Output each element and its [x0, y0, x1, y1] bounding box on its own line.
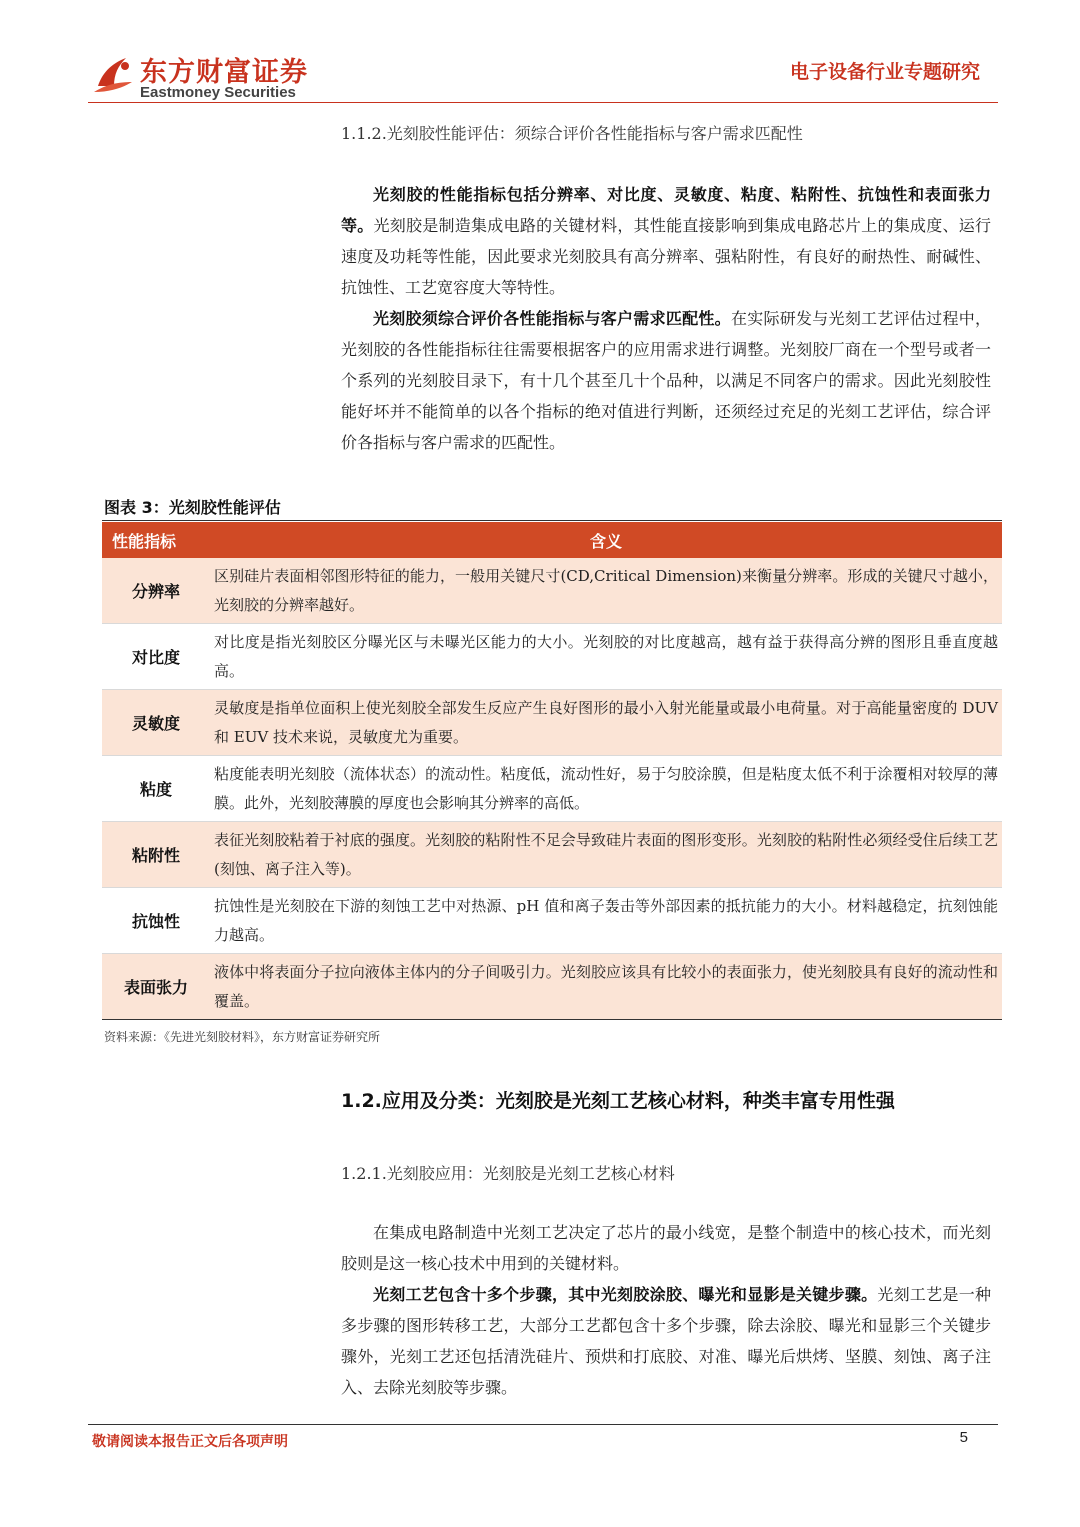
table-row [102, 690, 1002, 756]
footer-divider [88, 1424, 998, 1425]
metric-name: 对比度 [102, 624, 210, 690]
metric-meaning: 液体中将表面分子拉向液体主体内的分子间吸引力。光刻胶应该具有比较小的表面张力，使光刻胶具有良好的流动性和覆盖。 [210, 954, 1002, 1020]
paragraph-body: 在实际研发与光刻工艺评估过程中，光刻胶的各性能指标往往需要根据客户的应用需求进行调整。光刻胶厂商在一个型号或者一个系列的光刻胶目录下，有十几个甚至几十个品种，以满足不同客户的需求。因此光刻胶性能好坏并不能简单的以各个指标的绝对值进行判断，还须经过充足的光刻工艺评估，综合评价各指标与客户需求的匹配性。 [341, 309, 991, 452]
table-row [102, 624, 1002, 690]
metric-name: 灵敏度 [102, 690, 210, 756]
metric-meaning: 对比度是指光刻胶区分曝光区与未曝光区能力的大小。光刻胶的对比度越高，越有益于获得高分辨的图形且垂直度越高。 [210, 624, 1002, 690]
performance-metrics-table [102, 522, 1002, 1020]
table-header-row [102, 522, 1002, 558]
paragraph-photoresist-application [341, 1217, 991, 1403]
eastmoney-logo-icon [92, 52, 136, 96]
page-number: 5 [959, 1429, 968, 1446]
subheading-1-1-2: 1.1.2.光刻胶性能评估：须综合评价各性能指标与客户需求匹配性 [341, 124, 803, 143]
column-header-meaning: 含义 [210, 522, 1002, 558]
figure-title: 图表 3：光刻胶性能评估 [104, 498, 281, 517]
table-row [102, 822, 1002, 888]
paragraph-body: 光刻工艺是一种多步骤的图形转移工艺，大部分工艺都包含十多个步骤，除去涂胶、曝光和显影三个关键步骤外，光刻工艺还包括清洗硅片、预烘和打底胶、对准、曝光后烘烤、坚膜、刻蚀、离子注入、去除光刻胶等步骤。 [341, 1285, 991, 1397]
logo-chinese-name: 东方财富证券 [140, 57, 308, 88]
metric-name: 分辨率 [102, 558, 210, 624]
paragraph-lead-bold: 光刻胶须综合评价各性能指标与客户需求匹配性。 [373, 309, 731, 328]
disclaimer-note: 敬请阅读本报告正文后各项声明 [92, 1434, 288, 1450]
paragraph-lead-bold: 光刻胶的性能指标包括分辨率、对比度、灵敏度、粘度、粘附性、抗蚀性和表面张力等。 [341, 185, 991, 235]
table-row [102, 756, 1002, 822]
table-row [102, 954, 1002, 1020]
header-divider [88, 102, 998, 103]
table-row [102, 558, 1002, 624]
column-header-metric: 性能指标 [102, 522, 210, 558]
subheading-1-2-1: 1.2.1.光刻胶应用：光刻胶是光刻工艺核心材料 [341, 1164, 675, 1183]
logo-english-name: Eastmoney Securities [140, 84, 296, 101]
metric-name: 粘附性 [102, 822, 210, 888]
section-title-1-2: 1.2.应用及分类：光刻胶是光刻工艺核心材料，种类丰富专用性强 [341, 1090, 895, 1112]
paragraph-lead-bold: 光刻工艺包含十多个步骤，其中光刻胶涂胶、曝光和显影是关键步骤。 [373, 1285, 878, 1304]
metric-name: 表面张力 [102, 954, 210, 1020]
metric-name: 粘度 [102, 756, 210, 822]
report-type-title: 电子设备行业专题研究 [789, 61, 980, 83]
metric-meaning: 抗蚀性是光刻胶在下游的刻蚀工艺中对热源、pH 值和离子轰击等外部因素的抵抗能力的大小。材料越稳定，抗刻蚀能力越高。 [210, 888, 1002, 954]
metric-meaning: 区别硅片表面相邻图形特征的能力，一般用关键尺寸(CD,Critical Dimension)来衡量分辨率。形成的关键尺寸越小，光刻胶的分辨率越好。 [210, 558, 1002, 624]
table-bottom-rule [102, 1019, 1002, 1020]
company-logo [92, 50, 322, 102]
metric-meaning: 粘度能表明光刻胶（流体状态）的流动性。粘度低，流动性好，易于匀胶涂膜，但是粘度太低不利于涂覆相对较厚的薄膜。此外，光刻胶薄膜的厚度也会影响其分辨率的高低。 [210, 756, 1002, 822]
figure-source-note: 资料来源：《先进光刻胶材料》，东方财富证券研究所 [104, 1030, 381, 1044]
table-row [102, 888, 1002, 954]
paragraph-body: 在集成电路制造中光刻工艺决定了芯片的最小线宽，是整个制造中的核心技术，而光刻胶则是这一核心技术中用到的关键材料。 [341, 1223, 991, 1273]
table-top-rule [102, 520, 1002, 521]
metric-meaning: 表征光刻胶粘着于衬底的强度。光刻胶的粘附性不足会导致硅片表面的图形变形。光刻胶的粘附性必须经受住后续工艺(刻蚀、离子注入等)。 [210, 822, 1002, 888]
paragraph-performance-metrics [341, 179, 991, 458]
metric-meaning: 灵敏度是指单位面积上使光刻胶全部发生反应产生良好图形的最小入射光能量或最小电荷量。对于高能量密度的 DUV 和 EUV 技术来说，灵敏度尤为重要。 [210, 690, 1002, 756]
paragraph-body: 光刻胶是制造集成电路的关键材料，其性能直接影响到集成电路芯片上的集成度、运行速度及功耗等性能，因此要求光刻胶具有高分辨率、强粘附性，有良好的耐热性、耐碱性、抗蚀性、工艺宽容度大等特性。 [341, 216, 991, 297]
metric-name: 抗蚀性 [102, 888, 210, 954]
